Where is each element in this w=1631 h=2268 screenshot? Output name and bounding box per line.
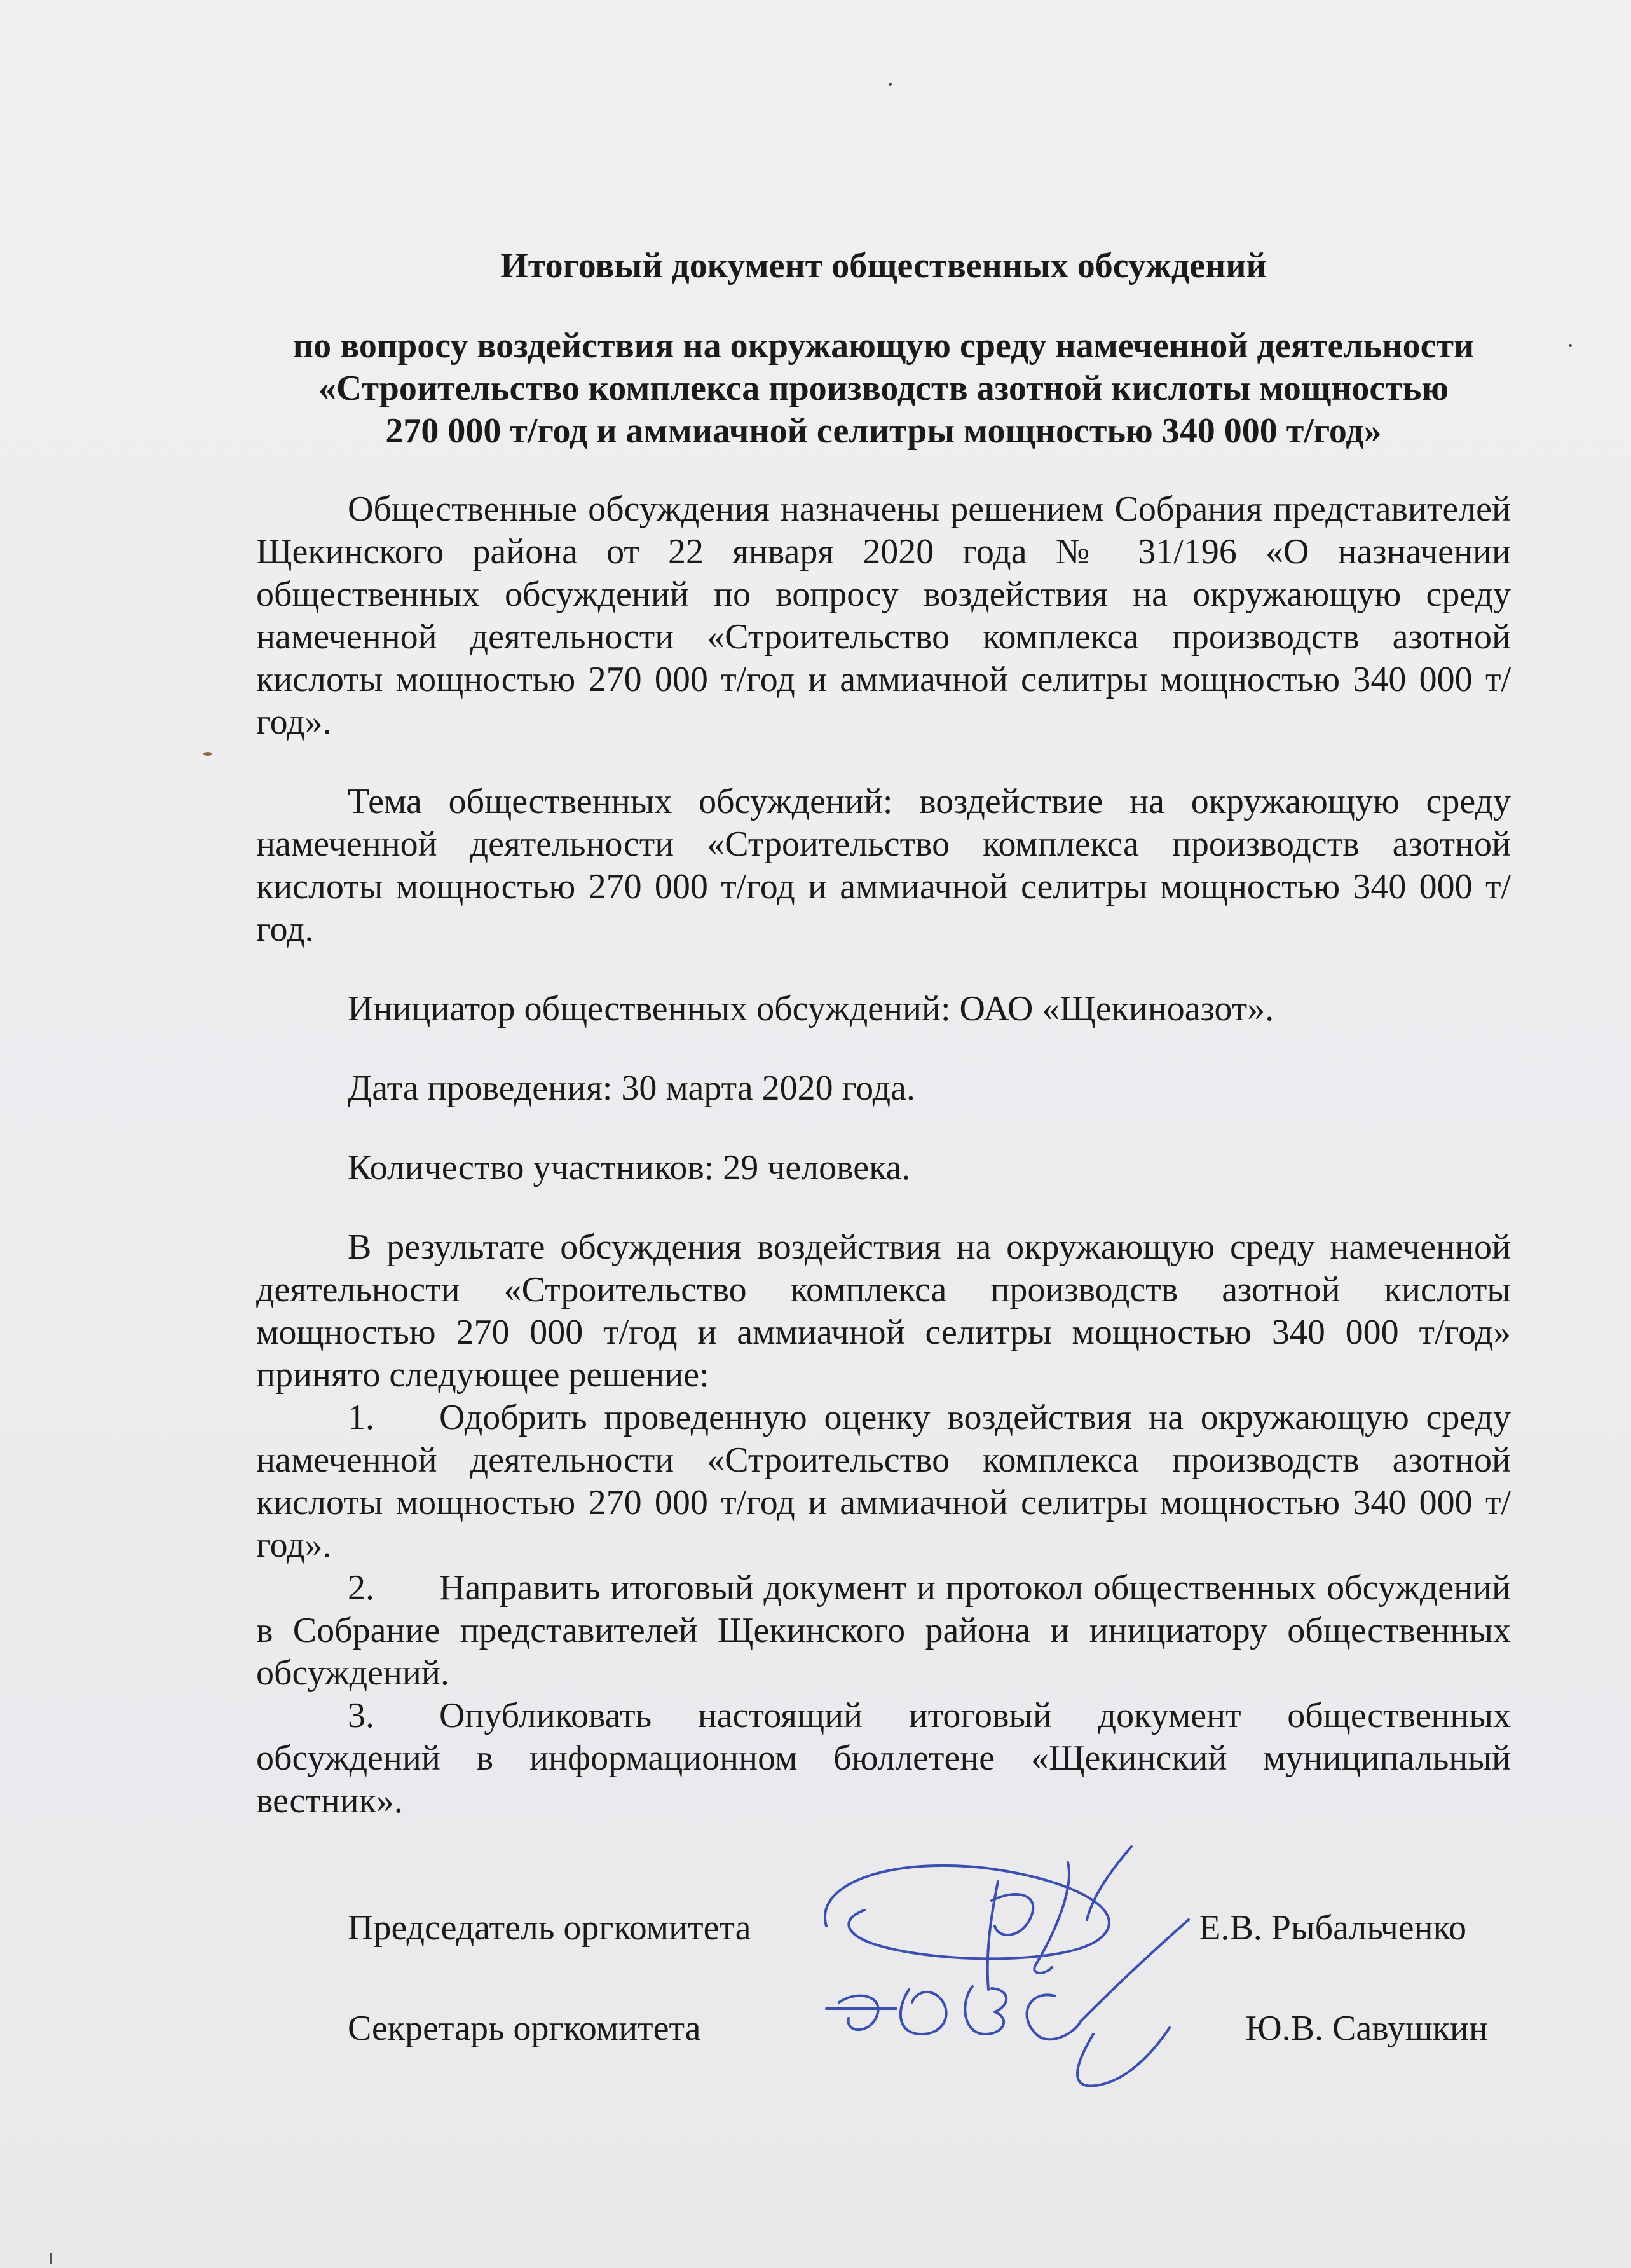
paragraph-appointment: Общественные обсуждения назначены решением Собрания представителей Щекинского района от 22 января 2020 года № 31/196 «О назначении общественных обсуждений по вопросу воздействия на окружающую среду намеченной деятельности «Строительство комплекса производств азотной кислоты мощностью 270 000 т/год и аммиачной селитры мощностью 340 000 т/год». <box>256 489 1511 742</box>
signature-role: Секретарь оргкомитета <box>348 2009 701 2048</box>
decision-text: Одобрить проведенную оценку воздействия на окружающую среду намеченной деятельности «Строительство комплекса производств азотной кислоты мощностью 270 000 т/год и аммиачной селитры мощностью 340 000 т/год». <box>256 1398 1511 1565</box>
signature-role: Председатель оргкомитета <box>348 1908 751 1948</box>
scan-speck <box>1569 344 1572 347</box>
signature-row-chairman <box>348 1907 1466 1950</box>
paragraph-participants: Количество участников: 29 человека. <box>348 1148 911 1187</box>
paragraph-initiator: Инициатор общественных обсуждений: ОАО «Щекиноазот». <box>348 989 1274 1028</box>
subtitle-line: по вопросу воздействия на окружающую среду намеченной деятельности <box>292 326 1475 365</box>
document-subtitle <box>256 325 1511 453</box>
signature-row-secretary <box>348 2007 1488 2050</box>
paragraph-topic: Тема общественных обсуждений: воздействие на окружающую среду намеченной деятельности «Строительство комплекса производств азотной кислоты мощностью 270 000 т/год и аммиачной селитры мощностью 340 000 т/год. <box>256 782 1511 949</box>
decision-item <box>256 1695 1511 1822</box>
scan-speck <box>889 83 892 86</box>
signature-block <box>348 1907 1488 2050</box>
document-title: Итоговый документ общественных обсуждений <box>500 246 1267 285</box>
subtitle-line: 270 000 т/год и аммиачной селитры мощностью 340 000 т/год» <box>385 411 1382 451</box>
decision-text: Опубликовать настоящий итоговый документ общественных обсуждений в информационном бюллетене «Щекинский муниципальный вестник». <box>256 1696 1511 1821</box>
signature-name: Е.В. Рыбальченко <box>1199 1908 1466 1948</box>
decision-text: Направить итоговый документ и протокол общественных обсуждений в Собрание представителей Щекинского района и инициатору общественных обсуждений. <box>256 1568 1511 1693</box>
subtitle-line: «Строительство комплекса производств азотной кислоты мощностью <box>318 369 1449 408</box>
signature-name: Ю.В. Савушкин <box>1245 2009 1488 2048</box>
decision-number: 1. <box>348 1398 374 1437</box>
decision-number: 2. <box>348 1568 374 1608</box>
decision-number: 3. <box>348 1696 374 1735</box>
document-body <box>256 245 1511 1822</box>
paragraph-date: Дата проведения: 30 марта 2020 года. <box>348 1069 915 1108</box>
decision-item <box>256 1397 1511 1567</box>
paragraph-result: В результате обсуждения воздействия на окружающую среду намеченной деятельности «Строительство комплекса производств азотной кислоты мощностью 270 000 т/год и аммиачной селитры мощностью 340 000 т/год» принято следующее решение: <box>256 1227 1511 1395</box>
decision-item <box>256 1567 1511 1695</box>
scan-speck <box>50 2253 52 2264</box>
scan-speck <box>203 752 212 756</box>
